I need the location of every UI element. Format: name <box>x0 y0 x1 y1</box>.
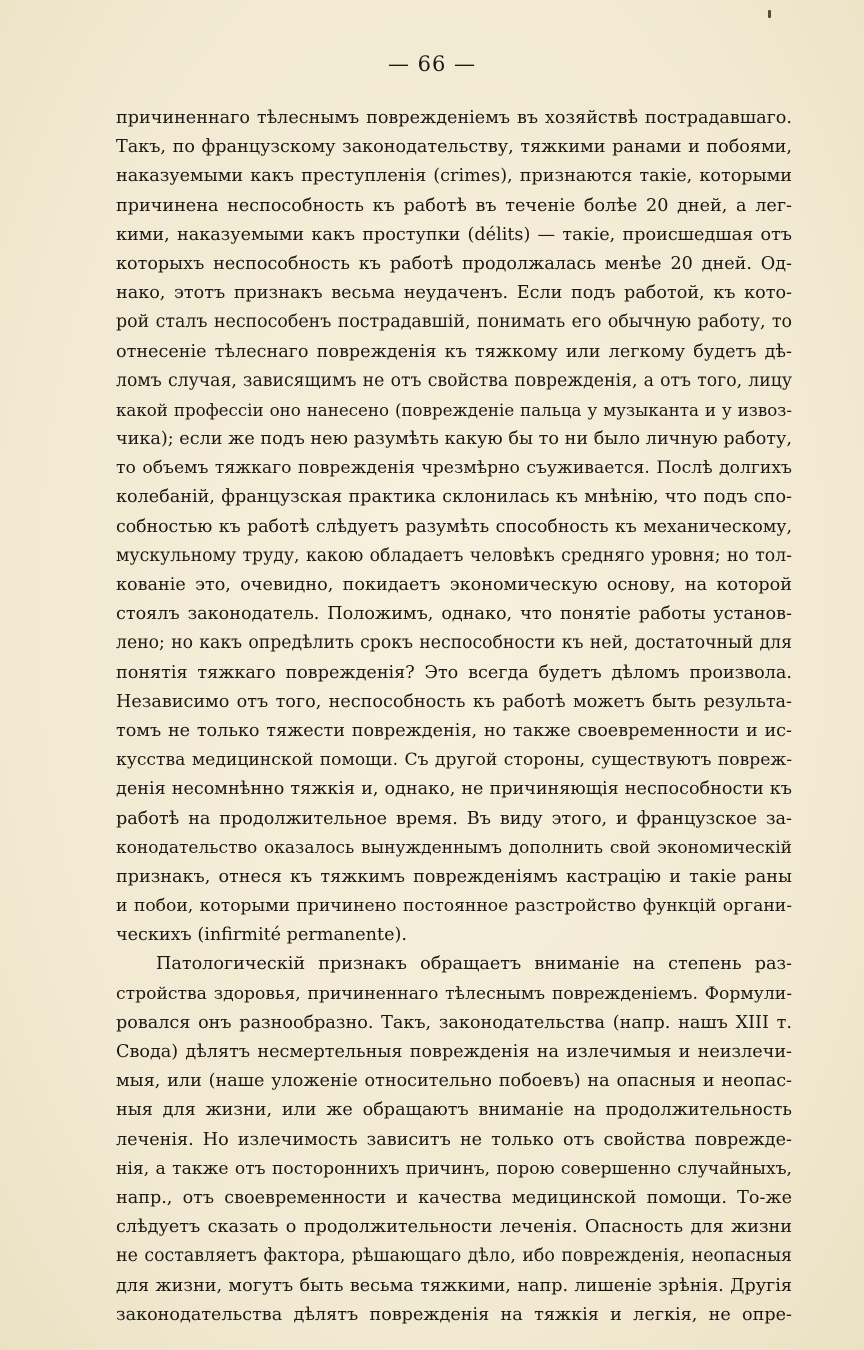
text-line: напр., отъ своевременности и качества медицинской помощи. То-же <box>116 1187 792 1208</box>
text-line: мыя, или (наше уложеніе относительно побоевъ) на опасныя и неопас- <box>116 1071 792 1092</box>
text-line: и побои, которыми причинено постоянное разстройство функцій органи- <box>116 896 792 917</box>
text-line: понятія тяжкаго поврежденія? Это всегда будетъ дѣломъ произвола. <box>116 662 792 683</box>
text-line: чика); если же подъ нею разумѣть какую бы то ни было личную работу, <box>116 429 792 450</box>
text-line: конодательство оказалось вынужденнымъ дополнить свой экономическій <box>116 837 792 858</box>
text-line: признакъ, отнеся къ тяжкимъ поврежденіямъ кастрацію и такіе раны <box>116 866 792 887</box>
paragraph-start-line: Патологическій признакъ обращаетъ вниманіе на степень раз- <box>156 954 792 975</box>
text-line: лено; но какъ опредѣлить срокъ неспособности къ ней, достаточный для <box>116 633 792 654</box>
text-line: стоялъ законодатель. Положимъ, однако, что понятіе работы установ- <box>116 604 792 625</box>
text-line: рой сталъ неспособенъ пострадавшій, понимать его обычную работу, то <box>116 312 792 333</box>
paragraph-end-line: ческихъ (infirmité permanente). <box>116 925 407 946</box>
text-line: кусства медицинской помощи. Съ другой стороны, существуютъ повреж- <box>116 750 792 771</box>
text-line: ровался онъ разнообразно. Такъ, законодательства (напр. нашъ XIII т. <box>116 1012 792 1033</box>
text-line: собностью къ работѣ слѣдуетъ разумѣть способность къ механическому, <box>116 516 792 537</box>
text-line: Свода) дѣлятъ несмертельныя поврежденія на излечимыя и неизлечи- <box>116 1042 792 1062</box>
text-line: какой профессіи оно нанесено (поврежденіе пальца у музыканта и у извоз- <box>116 400 792 420</box>
text-line: работѣ на продолжительное время. Въ виду этого, и французское за- <box>116 808 792 829</box>
text-line: кованіе это, очевидно, покидаетъ экономическую основу, на которой <box>116 575 792 595</box>
text-line: причиненнаго тѣлеснымъ поврежденіемъ въ хозяйствѣ пострадавшаго. <box>116 108 792 128</box>
text-line: леченія. Но излечимость зависитъ не только отъ свойства поврежде- <box>116 1129 792 1150</box>
text-line: Независимо отъ того, неспособность къ работѣ можетъ быть результа- <box>116 691 792 712</box>
text-line: ломъ случая, зависящимъ не отъ свойства поврежденія, а отъ того, лицу <box>116 370 792 391</box>
text-line: нія, а также отъ постороннихъ причинъ, порою совершенно случайныхъ, <box>116 1158 792 1179</box>
text-line: причинена неспособность къ работѣ въ теченіе болѣе 20 дней, а лег- <box>116 195 792 216</box>
text-line: кими, наказуемыми какъ проступки (délits) — такіе, происшедшая отъ <box>116 224 792 245</box>
ink-mark <box>768 10 771 18</box>
text-line: не составляетъ фактора, рѣшающаго дѣло, ибо поврежденія, неопасныя <box>116 1246 792 1267</box>
text-line: то объемъ тяжкаго поврежденія чрезмѣрно съуживается. Послѣ долгихъ <box>116 458 792 479</box>
text-line: наказуемыми какъ преступленія (crimes), признаются такіе, которыми <box>116 166 792 187</box>
text-line: стройства здоровья, причиненнаго тѣлеснымъ поврежденіемъ. Формули- <box>116 983 792 1004</box>
text-line: денія несомнѣнно тяжкія и, однако, не причиняющія неспособности къ <box>116 779 792 800</box>
body-text <box>116 104 792 1330</box>
text-line: ныя для жизни, или же обращаютъ вниманіе на продолжительность <box>116 1100 792 1121</box>
text-line: законодательства дѣлятъ поврежденія на тяжкія и легкія, не опре- <box>116 1304 792 1325</box>
text-line: Такъ, по французскому законодательству, тяжкими ранами и побоями, <box>116 137 792 158</box>
page-number: — 66 — <box>387 52 477 76</box>
text-line: слѣдуетъ сказать о продолжительности леченія. Опасность для жизни <box>116 1217 792 1238</box>
text-line: колебаній, французская практика склонилась къ мнѣнію, что подъ спо- <box>116 487 792 508</box>
text-line: томъ не только тяжести поврежденія, но также своевременности и ис- <box>116 720 792 741</box>
text-line: мускульному труду, какою обладаетъ человѣкъ средняго уровня; но тол- <box>116 545 792 566</box>
text-line: отнесеніе тѣлеснаго поврежденія къ тяжкому или легкому будетъ дѣ- <box>116 341 792 362</box>
text-line: нако, этотъ признакъ весьма неудаченъ. Если подъ работой, къ кото- <box>116 283 792 304</box>
text-line: для жизни, могутъ быть весьма тяжкими, напр. лишеніе зрѣнія. Другія <box>116 1275 792 1296</box>
text-line: которыхъ неспособность къ работѣ продолжалась менѣе 20 дней. Од- <box>116 253 792 274</box>
